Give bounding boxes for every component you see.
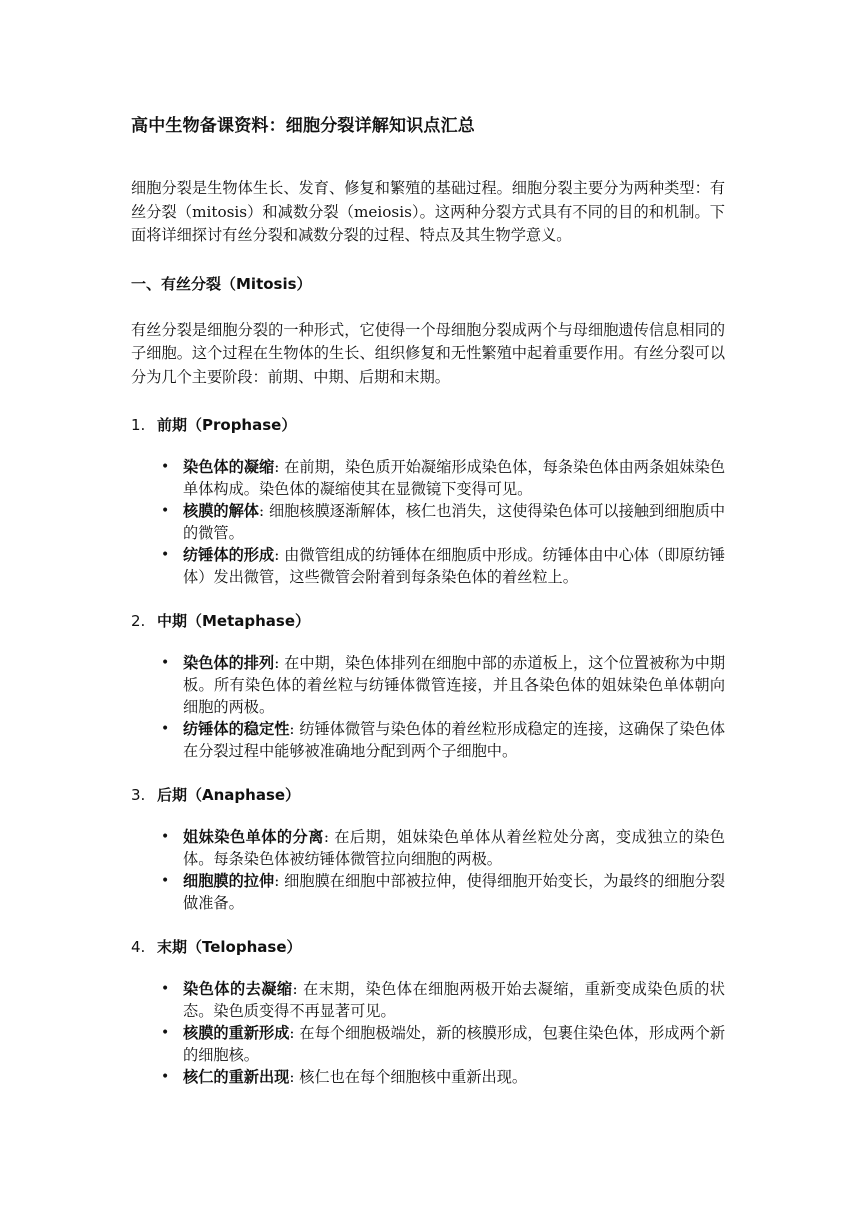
list-item [161, 870, 726, 914]
phase-heading-prophase [131, 413, 725, 437]
list-item [161, 826, 725, 870]
phase-name: 后期（Anaphase） [157, 786, 301, 804]
bullet-term: 纺锤体的稳定性 [183, 720, 290, 738]
phase-number: 3. [131, 786, 146, 804]
bullet-text: : 细胞核膜逐渐解体，核仁也消失，这使得染色体可以接触到细胞质中的微管。 [183, 502, 726, 542]
metaphase-bullet-list [131, 652, 725, 762]
bullet-icon: • [161, 503, 170, 519]
bullet-text: : 在末期，染色体在细胞两极开始去凝缩，重新变成染色质的状态。染色质变得不再显著可见。 [183, 980, 725, 1020]
bullet-term: 核仁的重新出现 [183, 1068, 290, 1086]
phase-number: 4. [131, 938, 146, 956]
list-item [161, 1066, 725, 1088]
list-item [161, 718, 726, 762]
bullet-text: : 在前期，染色质开始凝缩形成染色体，每条染色体由两条姐妹染色单体构成。染色体的凝缩使其在显微镜下变得可见。 [183, 458, 726, 498]
phase-name: 末期（Telophase） [157, 938, 302, 956]
bullet-term: 染色体的排列 [183, 654, 275, 672]
list-item [161, 500, 726, 544]
bullet-icon: • [161, 459, 170, 475]
bullet-icon: • [161, 655, 170, 671]
phase-heading-metaphase [131, 609, 725, 633]
bullet-icon: • [161, 981, 170, 997]
bullet-term: 细胞膜的拉伸 [183, 872, 275, 890]
telophase-bullet-list [131, 978, 725, 1088]
bullet-text: : 在中期，染色体排列在细胞中部的赤道板上，这个位置被称为中期板。所有染色体的着丝粒与纺锤体微管连接，并且各染色体的姐妹染色单体朝向细胞的两极。 [183, 654, 726, 716]
bullet-text: : 核仁也在每个细胞核中重新出现。 [289, 1068, 528, 1086]
phase-heading-anaphase [131, 783, 725, 807]
bullet-term: 核膜的重新形成 [183, 1024, 290, 1042]
phase-name: 中期（Metaphase） [157, 612, 311, 630]
bullet-text: : 细胞膜在细胞中部被拉伸，使得细胞开始变长，为最终的细胞分裂做准备。 [183, 872, 726, 912]
intro-paragraph: 细胞分裂是生物体生长、发育、修复和繁殖的基础过程。细胞分裂主要分为两种类型：有丝分裂（mitosis）和减数分裂（meiosis）。这两种分裂方式具有不同的目的和机制。下面将详细探讨有丝分裂和减数分裂的过程、特点及其生物学意义。 [131, 179, 725, 244]
section-heading-mitosis: 一、有丝分裂（Mitosis） [131, 274, 312, 293]
mitosis-intro-paragraph: 有丝分裂是细胞分裂的一种形式，它使得一个母细胞分裂成两个与母细胞遗传信息相同的子细胞。这个过程在生物体的生长、组织修复和无性繁殖中起着重要作用。有丝分裂可以分为几个主要阶段：前期、中期、后期和末期。 [131, 320, 725, 386]
bullet-text: : 纺锤体微管与染色体的着丝粒形成稳定的连接，这确保了染色体在分裂过程中能够被准确地分配到两个子细胞中。 [183, 720, 726, 760]
bullet-icon: • [161, 721, 170, 737]
bullet-icon: • [161, 829, 170, 845]
bullet-text: : 在每个细胞极端处，新的核膜形成，包裹住染色体，形成两个新的细胞核。 [183, 1024, 726, 1064]
list-item [161, 652, 726, 718]
prophase-bullet-list [131, 456, 725, 588]
bullet-icon: • [161, 547, 170, 563]
bullet-term: 染色体的凝缩 [183, 458, 275, 476]
list-item [161, 456, 726, 500]
bullet-icon: • [161, 1025, 170, 1041]
bullet-term: 染色体的去凝缩 [183, 980, 293, 998]
bullet-icon: • [161, 873, 170, 889]
bullet-term: 纺锤体的形成 [183, 546, 275, 564]
phase-name: 前期（Prophase） [157, 416, 297, 434]
document-page [131, 112, 725, 1109]
bullet-term: 姐妹染色单体的分离 [183, 828, 324, 846]
phase-number: 2. [131, 612, 146, 630]
bullet-term: 核膜的解体 [183, 502, 260, 520]
anaphase-bullet-list [131, 826, 725, 914]
phase-heading-telophase [131, 935, 725, 959]
bullet-text: : 由微管组成的纺锤体在细胞质中形成。纺锤体由中心体（即原纺锤体）发出微管，这些微管会附着到每条染色体的着丝粒上。 [183, 546, 726, 586]
bullet-text: : 在后期，姐妹染色单体从着丝粒处分离，变成独立的染色体。每条染色体被纺锤体微管拉向细胞的两极。 [183, 828, 725, 868]
list-item [161, 544, 726, 588]
bullet-icon: • [161, 1069, 170, 1085]
list-item [161, 1022, 726, 1066]
list-item [161, 978, 725, 1022]
phase-number: 1. [131, 416, 146, 434]
document-title: 高中生物备课资料：细胞分裂详解知识点汇总 [131, 116, 475, 136]
